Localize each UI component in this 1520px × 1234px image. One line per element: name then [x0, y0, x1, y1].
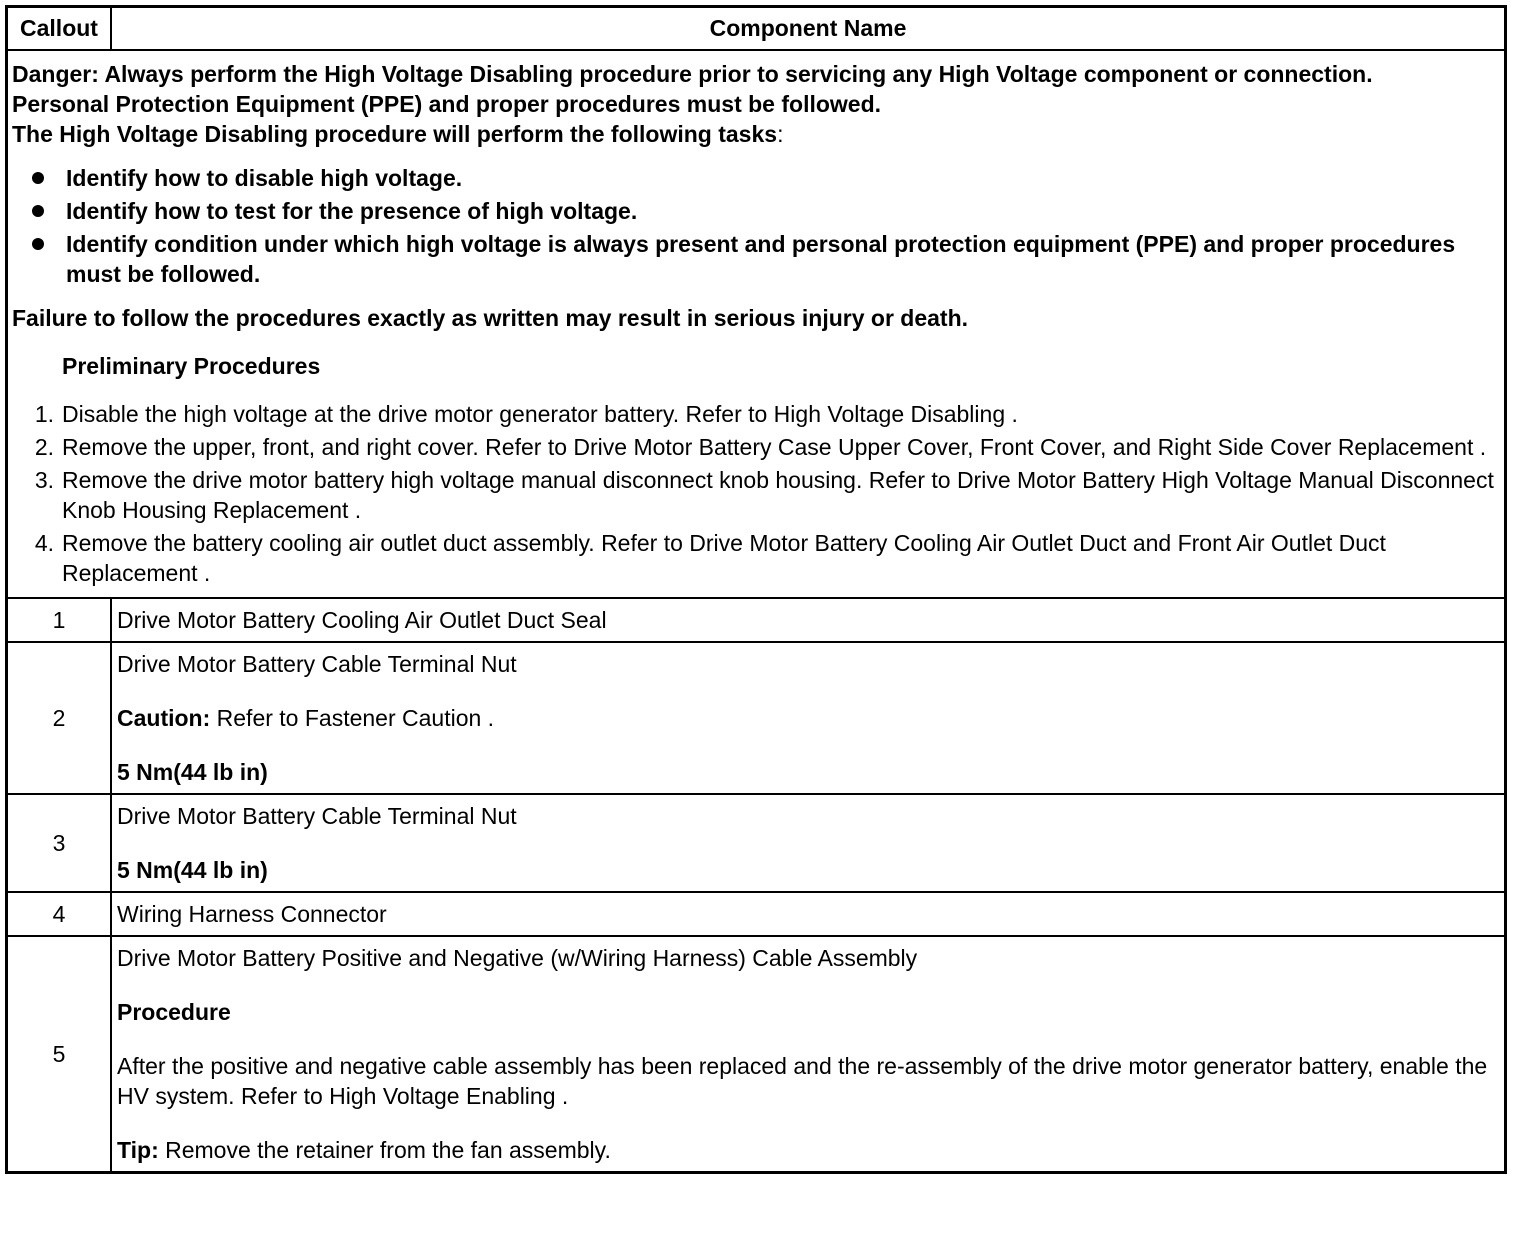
tip-note: Tip: Remove the retainer from the fan assembly.: [117, 1137, 611, 1163]
caution-note: Caution: Refer to Fastener Caution .: [117, 705, 495, 731]
table-row: [8, 793, 1504, 891]
callout-number: 5: [8, 937, 112, 1171]
callout-number: 3: [8, 795, 112, 891]
preliminary-procedures-title: Preliminary Procedures: [62, 353, 321, 379]
list-item: 3. Remove the drive motor battery high voltage manual disconnect knob housing. Refer to Drive Motor Battery High Voltage Manual Disconnect Knob Housing Replacement .: [34, 467, 1494, 523]
bullet-icon: [32, 238, 44, 250]
list-item: 1. Disable the high voltage at the drive motor generator battery. Refer to High Voltage Disabling .: [34, 401, 1018, 427]
danger-bullet-list: [12, 163, 1496, 289]
bullet-icon: [32, 172, 44, 184]
header-callout: Callout: [8, 8, 112, 49]
component-name-cell: Drive Motor Battery Positive and Negative (w/Wiring Harness) Cable Assembly Procedure After the positive and negative cable assembly has been replaced and the re-assembly of the drive motor generator battery, enable the HV system. Refer to High Voltage Enabling . Tip: Remove the retainer from the fan assembly.: [112, 937, 1504, 1171]
component-name-cell: Drive Motor Battery Cooling Air Outlet Duct Seal: [117, 607, 607, 633]
table-row: [8, 597, 1504, 641]
torque-spec: 5 Nm(44 lb in): [117, 759, 268, 785]
danger-block: [8, 51, 1504, 597]
table-row: [8, 935, 1504, 1171]
preliminary-steps-list: [12, 399, 1496, 588]
list-item: Identify condition under which high voltage is always present and personal protection equipment (PPE) and proper procedures must be followed.: [12, 229, 1496, 289]
callout-number: 1: [8, 599, 112, 641]
callout-number: 4: [8, 893, 112, 935]
danger-line-1: Danger: Always perform the High Voltage Disabling procedure prior to servicing any High Voltage component or connection.: [12, 61, 1373, 87]
bullet-icon: [32, 205, 44, 217]
table-header-row: [8, 8, 1504, 49]
danger-line-2: Personal Protection Equipment (PPE) and proper procedures must be followed.: [12, 91, 882, 117]
list-item: 2. Remove the upper, front, and right cover. Refer to Drive Motor Battery Case Upper Cover, Front Cover, and Right Side Cover Replacement .: [34, 434, 1487, 460]
table-row: [8, 641, 1504, 793]
table-row: [8, 891, 1504, 935]
list-item: 4. Remove the battery cooling air outlet duct assembly. Refer to Drive Motor Battery Cooling Air Outlet Duct and Front Air Outlet Duct Replacement .: [34, 530, 1386, 586]
danger-line-3: The High Voltage Disabling procedure will perform the following tasks:: [12, 121, 784, 147]
failure-warning: Failure to follow the procedures exactly as written may result in serious injury or death.: [12, 305, 969, 331]
component-table: [5, 5, 1507, 1174]
procedure-text: After the positive and negative cable assembly has been replaced and the re-assembly of the drive motor generator battery, enable the HV system. Refer to High Voltage Enabling .: [117, 1053, 1488, 1109]
header-component-name: Component Name: [709, 15, 907, 41]
component-name-cell: Drive Motor Battery Cable Terminal Nut Caution: Refer to Fastener Caution . 5 Nm(44 lb in): [112, 643, 1504, 793]
torque-spec: 5 Nm(44 lb in): [117, 857, 268, 883]
danger-row: [8, 49, 1504, 597]
list-item: Identify how to disable high voltage.: [12, 163, 1496, 193]
component-name-cell: Drive Motor Battery Cable Terminal Nut 5 Nm(44 lb in): [112, 795, 1504, 891]
procedure-heading: Procedure: [117, 999, 231, 1025]
callout-number: 2: [8, 643, 112, 793]
component-name-cell: Wiring Harness Connector: [117, 901, 387, 927]
list-item: Identify how to test for the presence of high voltage.: [12, 196, 1496, 226]
